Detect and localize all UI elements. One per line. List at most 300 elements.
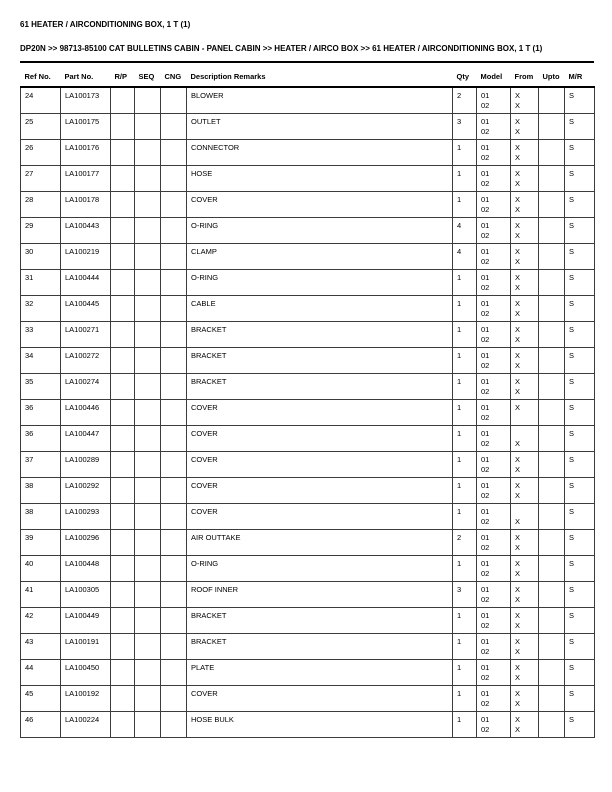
col-header-description: Description Remarks [187, 63, 453, 87]
from-cell-line: X [515, 179, 521, 188]
upto-cell-line [543, 533, 562, 543]
col-header-upto: Upto [539, 63, 565, 87]
upto-cell-line [543, 439, 562, 449]
rp-cell [111, 452, 135, 478]
ref-no-cell: 33 [21, 322, 61, 348]
mr-cell: S [565, 452, 595, 478]
cng-cell [161, 87, 187, 114]
from-cell-line: X [515, 205, 521, 214]
ref-no-cell: 46 [21, 712, 61, 738]
upto-cell-line [543, 101, 562, 111]
from-cell [511, 166, 539, 192]
upto-cell-line [543, 465, 562, 475]
rp-cell [111, 322, 135, 348]
model-cell-line: 01 [481, 663, 490, 672]
from-cell [511, 556, 539, 582]
cng-cell [161, 582, 187, 608]
upto-cell [539, 270, 565, 296]
model-cell-line: 02 [481, 257, 490, 266]
ref-no-cell: 41 [21, 582, 61, 608]
part-no-cell: LA100443 [61, 218, 111, 244]
upto-cell-line [543, 637, 562, 647]
cng-cell [161, 530, 187, 556]
upto-cell-line [543, 543, 562, 553]
qty-cell: 1 [453, 504, 477, 530]
table-row [21, 530, 595, 556]
qty-cell: 1 [453, 374, 477, 400]
model-cell-line: 02 [481, 101, 490, 110]
model-cell-line: 02 [481, 647, 490, 656]
rp-cell [111, 140, 135, 166]
model-cell-line: 01 [481, 559, 490, 568]
qty-cell: 1 [453, 166, 477, 192]
ref-no-cell: 25 [21, 114, 61, 140]
cng-cell [161, 374, 187, 400]
table-row [21, 582, 595, 608]
model-cell-line: 01 [481, 403, 490, 412]
upto-cell [539, 452, 565, 478]
model-cell-line: 02 [481, 595, 490, 604]
from-cell-line: X [515, 689, 521, 698]
upto-cell [539, 712, 565, 738]
model-cell [477, 556, 511, 582]
upto-cell [539, 556, 565, 582]
upto-cell-line [543, 169, 562, 179]
upto-cell [539, 166, 565, 192]
description-cell: CONNECTOR [187, 140, 453, 166]
upto-cell-line [543, 247, 562, 257]
upto-cell [539, 374, 565, 400]
cng-cell [161, 270, 187, 296]
ref-no-cell: 28 [21, 192, 61, 218]
description-cell: O-RING [187, 218, 453, 244]
from-cell-line [515, 507, 536, 517]
description-cell: BRACKET [187, 634, 453, 660]
seq-cell [135, 192, 161, 218]
from-cell-line: X [515, 481, 521, 490]
cng-cell [161, 712, 187, 738]
seq-cell [135, 348, 161, 374]
cng-cell [161, 478, 187, 504]
upto-cell-line [543, 205, 562, 215]
upto-cell [539, 322, 565, 348]
qty-cell: 1 [453, 608, 477, 634]
cng-cell [161, 504, 187, 530]
mr-cell: S [565, 556, 595, 582]
description-cell: CABLE [187, 296, 453, 322]
from-cell-line: X [515, 465, 521, 474]
upto-cell [539, 686, 565, 712]
from-cell [511, 87, 539, 114]
upto-cell-line [543, 559, 562, 569]
cng-cell [161, 608, 187, 634]
from-cell-line: X [515, 309, 521, 318]
model-cell [477, 270, 511, 296]
from-cell [511, 478, 539, 504]
from-cell-line: X [515, 117, 521, 126]
description-cell: CLAMP [187, 244, 453, 270]
part-no-cell: LA100219 [61, 244, 111, 270]
upto-cell-line [543, 715, 562, 725]
mr-cell: S [565, 192, 595, 218]
cng-cell [161, 218, 187, 244]
upto-cell [539, 218, 565, 244]
description-cell: AIR OUTTAKE [187, 530, 453, 556]
qty-cell: 1 [453, 192, 477, 218]
part-no-cell: LA100293 [61, 504, 111, 530]
upto-cell-line [543, 299, 562, 309]
model-cell-line: 01 [481, 377, 490, 386]
mr-cell: S [565, 660, 595, 686]
from-cell-line: X [515, 169, 521, 178]
upto-cell-line [543, 611, 562, 621]
part-no-cell: LA100449 [61, 608, 111, 634]
seq-cell [135, 244, 161, 270]
from-cell-line [515, 429, 536, 439]
model-cell [477, 218, 511, 244]
upto-cell [539, 114, 565, 140]
upto-cell-line [543, 569, 562, 579]
rp-cell [111, 400, 135, 426]
upto-cell-line [543, 585, 562, 595]
upto-cell-line [543, 91, 562, 101]
mr-cell: S [565, 374, 595, 400]
description-cell: COVER [187, 400, 453, 426]
model-cell [477, 374, 511, 400]
table-row [21, 634, 595, 660]
rp-cell [111, 634, 135, 660]
table-row [21, 660, 595, 686]
from-cell-line: X [515, 91, 521, 100]
upto-cell-line [543, 429, 562, 439]
from-cell [511, 686, 539, 712]
model-cell-line: 01 [481, 169, 490, 178]
description-cell: COVER [187, 504, 453, 530]
qty-cell: 2 [453, 530, 477, 556]
qty-cell: 4 [453, 244, 477, 270]
model-cell-line: 02 [481, 231, 490, 240]
description-cell: PLATE [187, 660, 453, 686]
rp-cell [111, 270, 135, 296]
ref-no-cell: 38 [21, 478, 61, 504]
qty-cell: 1 [453, 712, 477, 738]
ref-no-cell: 43 [21, 634, 61, 660]
from-cell-line: X [515, 299, 521, 308]
cng-cell [161, 634, 187, 660]
model-cell [477, 478, 511, 504]
part-no-cell: LA100448 [61, 556, 111, 582]
part-no-cell: LA100446 [61, 400, 111, 426]
col-header-from: From [511, 63, 539, 87]
upto-cell-line [543, 595, 562, 605]
col-header-qty: Qty [453, 63, 477, 87]
model-cell-line: 02 [481, 335, 490, 344]
col-header-mr: M/R [565, 63, 595, 87]
from-cell [511, 296, 539, 322]
from-cell-line: X [515, 621, 521, 630]
from-cell [511, 426, 539, 452]
seq-cell [135, 504, 161, 530]
seq-cell [135, 478, 161, 504]
model-cell-line: 01 [481, 91, 490, 100]
cng-cell [161, 686, 187, 712]
from-cell-line: X [515, 273, 521, 282]
qty-cell: 1 [453, 348, 477, 374]
rp-cell [111, 660, 135, 686]
ref-no-cell: 30 [21, 244, 61, 270]
upto-cell-line [543, 647, 562, 657]
rp-cell [111, 556, 135, 582]
mr-cell: S [565, 87, 595, 114]
rp-cell [111, 582, 135, 608]
model-cell-line: 01 [481, 507, 490, 516]
rp-cell [111, 712, 135, 738]
model-cell-line: 02 [481, 309, 490, 318]
seq-cell [135, 140, 161, 166]
cng-cell [161, 426, 187, 452]
seq-cell [135, 87, 161, 114]
ref-no-cell: 29 [21, 218, 61, 244]
ref-no-cell: 45 [21, 686, 61, 712]
from-cell [511, 530, 539, 556]
qty-cell: 1 [453, 140, 477, 166]
part-no-cell: LA100289 [61, 452, 111, 478]
model-cell-line: 01 [481, 533, 490, 542]
qty-cell: 1 [453, 296, 477, 322]
table-row [21, 322, 595, 348]
upto-cell-line [543, 231, 562, 241]
from-cell-line: X [515, 439, 521, 448]
mr-cell: S [565, 218, 595, 244]
model-cell-line: 01 [481, 117, 490, 126]
mr-cell: S [565, 686, 595, 712]
model-cell-line: 01 [481, 429, 490, 438]
model-cell [477, 426, 511, 452]
description-cell: BRACKET [187, 348, 453, 374]
seq-cell [135, 452, 161, 478]
mr-cell: S [565, 426, 595, 452]
model-cell-line: 02 [481, 153, 490, 162]
from-cell-line [515, 413, 536, 423]
col-header-seq: SEQ [135, 63, 161, 87]
model-cell-line: 02 [481, 673, 490, 682]
ref-no-cell: 35 [21, 374, 61, 400]
from-cell-line: X [515, 559, 521, 568]
model-cell-line: 01 [481, 715, 490, 724]
qty-cell: 3 [453, 114, 477, 140]
model-cell-line: 02 [481, 491, 490, 500]
model-cell-line: 01 [481, 351, 490, 360]
model-cell [477, 192, 511, 218]
model-cell [477, 244, 511, 270]
part-no-cell: LA100224 [61, 712, 111, 738]
model-cell [477, 166, 511, 192]
description-cell: COVER [187, 478, 453, 504]
from-cell-line: X [515, 361, 521, 370]
ref-no-cell: 34 [21, 348, 61, 374]
from-cell-line: X [515, 403, 521, 412]
ref-no-cell: 40 [21, 556, 61, 582]
mr-cell: S [565, 296, 595, 322]
table-row [21, 686, 595, 712]
upto-cell-line [543, 361, 562, 371]
mr-cell: S [565, 634, 595, 660]
part-no-cell: LA100274 [61, 374, 111, 400]
model-cell [477, 686, 511, 712]
from-cell-line: X [515, 585, 521, 594]
seq-cell [135, 582, 161, 608]
from-cell-line: X [515, 491, 521, 500]
upto-cell-line [543, 195, 562, 205]
cng-cell [161, 166, 187, 192]
mr-cell: S [565, 478, 595, 504]
part-no-cell: LA100176 [61, 140, 111, 166]
upto-cell [539, 426, 565, 452]
from-cell [511, 270, 539, 296]
ref-no-cell: 24 [21, 87, 61, 114]
cng-cell [161, 114, 187, 140]
header-row [21, 63, 595, 87]
rp-cell [111, 87, 135, 114]
upto-cell [539, 478, 565, 504]
upto-cell-line [543, 309, 562, 319]
seq-cell [135, 530, 161, 556]
description-cell: HOSE BULK [187, 712, 453, 738]
qty-cell: 1 [453, 686, 477, 712]
model-cell-line: 02 [481, 621, 490, 630]
table-row [21, 712, 595, 738]
model-cell-line: 01 [481, 637, 490, 646]
upto-cell-line [543, 663, 562, 673]
mr-cell: S [565, 530, 595, 556]
from-cell-line: X [515, 325, 521, 334]
description-cell: O-RING [187, 556, 453, 582]
table-row [21, 218, 595, 244]
model-cell-line: 02 [481, 699, 490, 708]
upto-cell-line [543, 481, 562, 491]
col-header-rp: R/P [111, 63, 135, 87]
rp-cell [111, 348, 135, 374]
qty-cell: 3 [453, 582, 477, 608]
seq-cell [135, 634, 161, 660]
qty-cell: 4 [453, 218, 477, 244]
upto-cell-line [543, 403, 562, 413]
from-cell-line: X [515, 673, 521, 682]
mr-cell: S [565, 114, 595, 140]
upto-cell-line [543, 517, 562, 527]
model-cell-line: 01 [481, 273, 490, 282]
seq-cell [135, 218, 161, 244]
page-title: 61 HEATER / AIRCONDITIONING BOX, 1 T (1) [20, 20, 191, 29]
seq-cell [135, 660, 161, 686]
seq-cell [135, 608, 161, 634]
rp-cell [111, 608, 135, 634]
rp-cell [111, 426, 135, 452]
part-no-cell: LA100173 [61, 87, 111, 114]
upto-cell-line [543, 621, 562, 631]
model-cell [477, 712, 511, 738]
from-cell-line: X [515, 611, 521, 620]
seq-cell [135, 712, 161, 738]
from-cell-line: X [515, 715, 521, 724]
mr-cell: S [565, 140, 595, 166]
table-row [21, 478, 595, 504]
mr-cell: S [565, 322, 595, 348]
table-row [21, 114, 595, 140]
from-cell-line: X [515, 231, 521, 240]
description-cell: BRACKET [187, 608, 453, 634]
model-cell-line: 02 [481, 725, 490, 734]
upto-cell [539, 348, 565, 374]
from-cell-line: X [515, 247, 521, 256]
upto-cell [539, 296, 565, 322]
ref-no-cell: 36 [21, 400, 61, 426]
upto-cell [539, 400, 565, 426]
from-cell-line: X [515, 699, 521, 708]
model-cell-line: 01 [481, 585, 490, 594]
model-cell-line: 02 [481, 205, 490, 214]
rp-cell [111, 504, 135, 530]
table-row [21, 140, 595, 166]
parts-table [20, 63, 595, 738]
part-no-cell: LA100305 [61, 582, 111, 608]
part-no-cell: LA100191 [61, 634, 111, 660]
upto-cell-line [543, 153, 562, 163]
from-cell [511, 322, 539, 348]
part-no-cell: LA100177 [61, 166, 111, 192]
cng-cell [161, 452, 187, 478]
description-cell: COVER [187, 192, 453, 218]
part-no-cell: LA100445 [61, 296, 111, 322]
model-cell [477, 608, 511, 634]
cng-cell [161, 322, 187, 348]
from-cell-line: X [515, 101, 521, 110]
model-cell-line: 01 [481, 481, 490, 490]
model-cell [477, 504, 511, 530]
table-row [21, 504, 595, 530]
model-cell-line: 01 [481, 247, 490, 256]
description-cell: HOSE [187, 166, 453, 192]
description-cell: COVER [187, 426, 453, 452]
table-row [21, 608, 595, 634]
description-cell: ROOF INNER [187, 582, 453, 608]
from-cell-line: X [515, 143, 521, 152]
rp-cell [111, 296, 135, 322]
from-cell-line: X [515, 517, 521, 526]
model-cell [477, 296, 511, 322]
from-cell-line: X [515, 195, 521, 204]
upto-cell-line [543, 273, 562, 283]
from-cell-line: X [515, 387, 521, 396]
model-cell [477, 140, 511, 166]
upto-cell-line [543, 725, 562, 735]
table-row [21, 166, 595, 192]
model-cell-line: 02 [481, 179, 490, 188]
from-cell [511, 114, 539, 140]
mr-cell: S [565, 582, 595, 608]
upto-cell-line [543, 143, 562, 153]
upto-cell-line [543, 257, 562, 267]
model-cell [477, 582, 511, 608]
table-row [21, 348, 595, 374]
model-cell-line: 02 [481, 439, 490, 448]
mr-cell: S [565, 348, 595, 374]
model-cell [477, 634, 511, 660]
upto-cell-line [543, 117, 562, 127]
ref-no-cell: 26 [21, 140, 61, 166]
qty-cell: 1 [453, 478, 477, 504]
table-row [21, 452, 595, 478]
